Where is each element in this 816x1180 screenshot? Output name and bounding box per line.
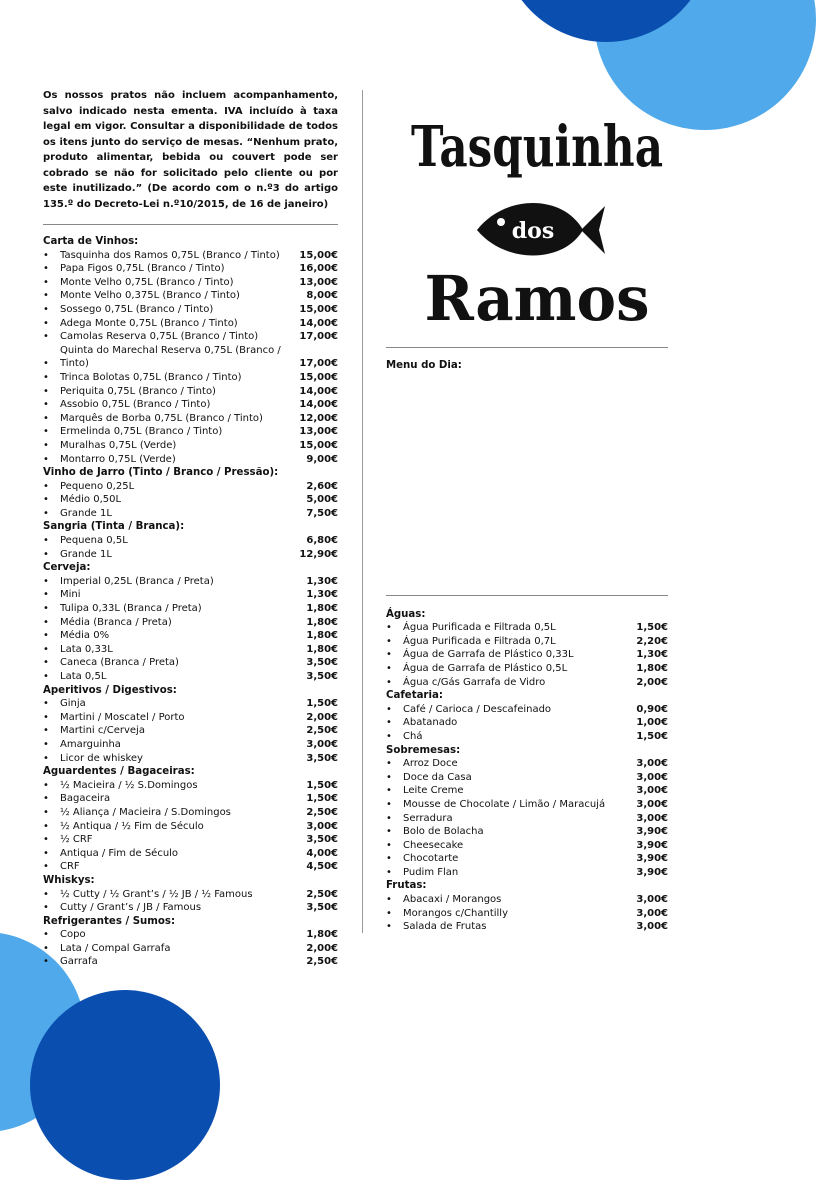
bullet-icon: • bbox=[43, 806, 49, 818]
menu-item-row bbox=[43, 507, 338, 521]
bullet-icon: • bbox=[43, 303, 49, 315]
menu-do-dia-area bbox=[386, 373, 668, 595]
menu-item-row bbox=[43, 656, 338, 670]
item-price: 7,50€ bbox=[306, 507, 338, 519]
bullet-icon: • bbox=[43, 956, 49, 968]
item-name: Quinta do Marechal Reserva 0,75L (Branco / Tinto) bbox=[60, 344, 281, 370]
bullet-icon: • bbox=[43, 385, 49, 397]
item-price: 14,00€ bbox=[299, 317, 338, 329]
item-name: Muralhas 0,75L (Verde) bbox=[60, 439, 177, 451]
bullet-icon: • bbox=[43, 263, 49, 275]
item-price: 5,00€ bbox=[306, 494, 338, 506]
item-name: ½ Aliança / Macieira / S.Domingos bbox=[60, 806, 231, 818]
restaurant-logo bbox=[405, 98, 670, 335]
item-price: 2,50€ bbox=[306, 806, 338, 818]
bullet-icon: • bbox=[386, 635, 392, 647]
bullet-icon: • bbox=[386, 758, 392, 770]
logo-text-tasquinha: Tasquinha bbox=[411, 114, 663, 180]
bullet-icon: • bbox=[43, 589, 49, 601]
item-price: 1,30€ bbox=[306, 575, 338, 587]
section-title: Aperitivos / Digestivos: bbox=[43, 684, 177, 696]
menu-item-row bbox=[386, 784, 668, 798]
item-price: 17,00€ bbox=[299, 358, 338, 370]
item-name: Martini c/Cerveja bbox=[60, 725, 145, 737]
bullet-icon: • bbox=[43, 371, 49, 383]
bullet-icon: • bbox=[43, 902, 49, 914]
menu-item-row bbox=[43, 575, 338, 589]
item-price: 12,90€ bbox=[299, 548, 338, 560]
item-name: Água de Garrafa de Plástico 0,33L bbox=[403, 649, 574, 661]
bullet-icon: • bbox=[43, 616, 49, 628]
menu-item-row bbox=[43, 330, 338, 344]
item-price: 15,00€ bbox=[299, 439, 338, 451]
bullet-icon: • bbox=[386, 853, 392, 865]
bullet-icon: • bbox=[386, 662, 392, 674]
item-name: Café / Carioca / Descafeinado bbox=[403, 703, 552, 715]
item-price: 1,80€ bbox=[306, 603, 338, 615]
bullet-icon: • bbox=[43, 575, 49, 587]
item-price: 3,00€ bbox=[636, 758, 668, 770]
bullet-icon: • bbox=[43, 752, 49, 764]
item-price: 3,00€ bbox=[636, 921, 668, 933]
item-price: 12,00€ bbox=[299, 412, 338, 424]
menu-item-row bbox=[386, 662, 668, 676]
item-name: ½ Macieira / ½ S.Domingos bbox=[60, 779, 198, 791]
menu-item-row bbox=[43, 548, 338, 562]
item-name: Doce da Casa bbox=[403, 771, 472, 783]
item-name: Bagaceira bbox=[60, 793, 111, 805]
item-name: Grande 1L bbox=[60, 507, 112, 519]
bullet-icon: • bbox=[43, 698, 49, 710]
item-name: Tulipa 0,33L (Branca / Preta) bbox=[60, 603, 202, 615]
menu-item-row bbox=[43, 860, 338, 874]
item-name: Caneca (Branca / Preta) bbox=[60, 657, 179, 669]
item-price: 3,00€ bbox=[636, 812, 668, 824]
section-title: Sangria (Tinta / Branca): bbox=[43, 521, 185, 533]
menu-item-row bbox=[43, 820, 338, 834]
item-name: Ginja bbox=[60, 698, 86, 710]
item-name: Água c/Gás Garrafa de Vidro bbox=[403, 676, 546, 688]
bullet-icon: • bbox=[386, 894, 392, 906]
item-name: Salada de Frutas bbox=[403, 921, 487, 933]
item-name: Grande 1L bbox=[60, 548, 112, 560]
item-name: Água de Garrafa de Plástico 0,5L bbox=[403, 662, 568, 674]
bullet-icon: • bbox=[43, 317, 49, 329]
bullet-icon: • bbox=[43, 276, 49, 288]
item-price: 3,50€ bbox=[306, 902, 338, 914]
intro-notice: Os nossos pratos não incluem acompanhamento, salvo indicado nesta ementa. IVA incluído à taxa legal em vigor. Consultar a disponibilidade de todos os itens junto do serviço de mesas. “Nenhum prato, produto alimentar, bebida ou couvert pode ser cobrado se não for solicitado pelo cliente ou por este inutilizado.” (De acordo com o n.º3 do artigo 135.º do Decreto-Lei n.º10/2015, de 16 de janeiro) bbox=[43, 90, 338, 210]
item-price: 3,00€ bbox=[636, 771, 668, 783]
item-name: Papa Figos 0,75L (Branco / Tinto) bbox=[60, 263, 225, 275]
drinks-menu-list bbox=[43, 235, 338, 969]
item-price: 3,90€ bbox=[636, 826, 668, 838]
menu-item-row bbox=[43, 371, 338, 385]
item-name: Leite Creme bbox=[403, 785, 464, 797]
item-price: 3,00€ bbox=[306, 738, 338, 750]
item-name: Monte Velho 0,375L (Branco / Tinto) bbox=[60, 290, 240, 302]
menu-item-row bbox=[43, 602, 338, 616]
item-name: Bolo de Bolacha bbox=[403, 826, 484, 838]
bullet-icon: • bbox=[43, 657, 49, 669]
item-name: Lata 0,5L bbox=[60, 671, 107, 682]
item-price: 15,00€ bbox=[299, 303, 338, 315]
bullet-icon: • bbox=[43, 331, 49, 343]
item-price: 13,00€ bbox=[299, 276, 338, 288]
item-price: 1,50€ bbox=[306, 793, 338, 805]
menu-item-row bbox=[386, 839, 668, 853]
item-name: Monte Velho 0,75L (Branco / Tinto) bbox=[60, 276, 234, 288]
menu-item-row bbox=[386, 730, 668, 744]
menu-item-row bbox=[386, 893, 668, 907]
item-name: Periquita 0,75L (Branco / Tinto) bbox=[60, 385, 216, 397]
item-name: Ermelinda 0,75L (Branco / Tinto) bbox=[60, 426, 223, 438]
menu-dia-bottom-rule bbox=[386, 595, 668, 596]
bullet-icon: • bbox=[386, 812, 392, 824]
item-price: 1,80€ bbox=[306, 616, 338, 628]
item-price: 2,00€ bbox=[636, 676, 668, 688]
menu-item-row bbox=[43, 303, 338, 317]
bullet-icon: • bbox=[43, 793, 49, 805]
bullet-icon: • bbox=[43, 249, 49, 261]
bullet-icon: • bbox=[386, 622, 392, 634]
item-price: 15,00€ bbox=[299, 249, 338, 261]
item-price: 2,50€ bbox=[306, 888, 338, 900]
bullet-icon: • bbox=[386, 771, 392, 783]
menu-item-row bbox=[43, 276, 338, 290]
bullet-icon: • bbox=[386, 730, 392, 742]
logo-text-ramos: Ramos bbox=[424, 262, 650, 335]
menu-item-row bbox=[43, 344, 338, 371]
item-name: Pudim Flan bbox=[403, 866, 459, 878]
bullet-icon: • bbox=[386, 907, 392, 919]
section-title: Frutas: bbox=[386, 880, 427, 892]
item-price: 2,60€ bbox=[306, 480, 338, 492]
bullet-icon: • bbox=[43, 738, 49, 750]
corner-circle-dark-bottom bbox=[30, 990, 220, 1180]
bullet-icon: • bbox=[386, 703, 392, 715]
item-price: 3,90€ bbox=[636, 853, 668, 865]
menu-item-row bbox=[43, 534, 338, 548]
menu-item-row bbox=[43, 385, 338, 399]
item-price: 3,00€ bbox=[636, 785, 668, 797]
bullet-icon: • bbox=[43, 426, 49, 438]
item-price: 3,00€ bbox=[636, 894, 668, 906]
menu-item-row bbox=[386, 771, 668, 785]
item-name: Copo bbox=[60, 929, 86, 941]
item-price: 6,80€ bbox=[306, 535, 338, 547]
item-name: Cheesecake bbox=[403, 839, 464, 851]
item-name: ½ Antiqua / ½ Fim de Século bbox=[60, 820, 204, 832]
bullet-icon: • bbox=[43, 603, 49, 615]
menu-item-row bbox=[386, 676, 668, 690]
section-title: Cafetaria: bbox=[386, 690, 443, 702]
section-title: Cerveja: bbox=[43, 562, 91, 574]
menu-item-row bbox=[386, 798, 668, 812]
item-price: 4,00€ bbox=[306, 847, 338, 859]
menu-item-row bbox=[386, 920, 668, 934]
bullet-icon: • bbox=[386, 921, 392, 933]
item-name: Lata / Compal Garrafa bbox=[60, 942, 171, 954]
menu-item-row bbox=[43, 888, 338, 902]
menu-item-row bbox=[43, 453, 338, 467]
item-name: Marquês de Borba 0,75L (Branco / Tinto) bbox=[60, 412, 263, 424]
bullet-icon: • bbox=[43, 630, 49, 642]
bullet-icon: • bbox=[43, 725, 49, 737]
item-name: Trinca Bolotas 0,75L (Branco / Tinto) bbox=[60, 371, 242, 383]
bullet-icon: • bbox=[43, 439, 49, 451]
item-price: 1,50€ bbox=[306, 698, 338, 710]
item-price: 3,90€ bbox=[636, 866, 668, 878]
item-price: 3,50€ bbox=[306, 657, 338, 669]
item-price: 3,00€ bbox=[636, 907, 668, 919]
item-name: Licor de whiskey bbox=[60, 752, 143, 764]
menu-item-row bbox=[43, 711, 338, 725]
menu-dia-top-rule bbox=[386, 347, 668, 348]
menu-item-row bbox=[43, 398, 338, 412]
item-name: Montarro 0,75L (Verde) bbox=[60, 453, 176, 465]
menu-item-row bbox=[43, 942, 338, 956]
menu-item-row bbox=[43, 412, 338, 426]
left-column bbox=[43, 88, 338, 969]
section-title: Vinho de Jarro (Tinto / Branco / Pressão): bbox=[43, 467, 279, 479]
bullet-icon: • bbox=[43, 548, 49, 560]
item-name: Antiqua / Fim de Século bbox=[60, 847, 179, 859]
menu-item-row bbox=[43, 439, 338, 453]
column-divider bbox=[362, 90, 363, 933]
item-price: 16,00€ bbox=[299, 263, 338, 275]
item-price: 1,80€ bbox=[306, 630, 338, 642]
item-name: Amarguinha bbox=[60, 738, 121, 750]
bullet-icon: • bbox=[43, 711, 49, 723]
item-price: 2,50€ bbox=[306, 725, 338, 737]
intro-divider bbox=[43, 224, 338, 225]
item-price: 3,50€ bbox=[306, 671, 338, 682]
item-price: 9,00€ bbox=[306, 453, 338, 465]
item-name: Arroz Doce bbox=[403, 758, 458, 770]
menu-item-row bbox=[43, 289, 338, 303]
bullet-icon: • bbox=[43, 399, 49, 411]
menu-item-row bbox=[43, 724, 338, 738]
menu-item-row bbox=[43, 249, 338, 263]
menu-item-row bbox=[386, 812, 668, 826]
menu-item-row bbox=[386, 757, 668, 771]
item-name: Abacaxi / Morangos bbox=[403, 894, 502, 906]
menu-item-row bbox=[43, 901, 338, 915]
menu-item-row bbox=[43, 425, 338, 439]
item-price: 3,50€ bbox=[306, 834, 338, 846]
menu-item-row bbox=[43, 480, 338, 494]
item-price: 3,50€ bbox=[306, 752, 338, 764]
bullet-icon: • bbox=[43, 779, 49, 791]
item-price: 4,50€ bbox=[306, 861, 338, 873]
menu-item-row bbox=[386, 907, 668, 921]
item-name: Cutty / Grant’s / JB / Famous bbox=[60, 902, 202, 914]
menu-item-row bbox=[43, 697, 338, 711]
item-price: 0,90€ bbox=[636, 703, 668, 715]
item-name: Média 0% bbox=[60, 630, 110, 642]
menu-item-row bbox=[386, 621, 668, 635]
section-title: Carta de Vinhos: bbox=[43, 236, 139, 247]
menu-item-row bbox=[43, 493, 338, 507]
menu-item-row bbox=[43, 629, 338, 643]
item-name: ½ CRF bbox=[60, 834, 93, 846]
item-name: Média (Branca / Preta) bbox=[60, 616, 172, 628]
bullet-icon: • bbox=[386, 839, 392, 851]
menu-item-row bbox=[43, 806, 338, 820]
section-title: Refrigerantes / Sumos: bbox=[43, 915, 176, 927]
item-name: Médio 0,50L bbox=[60, 494, 122, 506]
item-price: 2,20€ bbox=[636, 635, 668, 647]
item-price: 8,00€ bbox=[306, 290, 338, 302]
bullet-icon: • bbox=[43, 847, 49, 859]
extras-menu-list bbox=[386, 608, 668, 934]
menu-item-row bbox=[43, 847, 338, 861]
item-name: Abatanado bbox=[403, 717, 458, 729]
item-name: Tasquinha dos Ramos 0,75L (Branco / Tinto) bbox=[60, 249, 280, 261]
item-price: 14,00€ bbox=[299, 385, 338, 397]
bullet-icon: • bbox=[43, 942, 49, 954]
item-name: Mousse de Chocolate / Limão / Maracujá bbox=[403, 798, 606, 810]
menu-item-row bbox=[43, 616, 338, 630]
menu-item-row bbox=[43, 752, 338, 766]
item-name: Chocotarte bbox=[403, 853, 459, 865]
item-name: Pequeno 0,25L bbox=[60, 480, 135, 492]
bullet-icon: • bbox=[386, 649, 392, 661]
item-name: Morangos c/Chantilly bbox=[403, 907, 509, 919]
item-price: 3,90€ bbox=[636, 839, 668, 851]
bullet-icon: • bbox=[43, 888, 49, 900]
item-name: ½ Cutty / ½ Grant’s / ½ JB / ½ Famous bbox=[60, 888, 253, 900]
bullet-icon: • bbox=[386, 676, 392, 688]
item-name: Imperial 0,25L (Branca / Preta) bbox=[60, 575, 214, 587]
section-title: Aguardentes / Bagaceiras: bbox=[43, 766, 195, 778]
item-price: 2,50€ bbox=[306, 956, 338, 968]
menu-item-row bbox=[386, 852, 668, 866]
item-price: 1,80€ bbox=[306, 929, 338, 941]
item-price: 2,00€ bbox=[306, 711, 338, 723]
item-name: Garrafa bbox=[60, 956, 98, 968]
bullet-icon: • bbox=[43, 643, 49, 655]
item-price: 2,00€ bbox=[306, 942, 338, 954]
item-price: 1,50€ bbox=[306, 779, 338, 791]
bullet-icon: • bbox=[43, 507, 49, 519]
bullet-icon: • bbox=[43, 412, 49, 424]
item-price: 3,00€ bbox=[636, 798, 668, 810]
bullet-icon: • bbox=[43, 358, 49, 370]
item-name: Água Purificada e Filtrada 0,7L bbox=[403, 635, 556, 647]
menu-item-row bbox=[43, 955, 338, 969]
bullet-icon: • bbox=[386, 785, 392, 797]
item-name: CRF bbox=[60, 861, 80, 873]
item-name: Assobio 0,75L (Branco / Tinto) bbox=[60, 399, 211, 411]
bullet-icon: • bbox=[43, 820, 49, 832]
bullet-icon: • bbox=[386, 717, 392, 729]
menu-item-row bbox=[43, 317, 338, 331]
item-price: 1,30€ bbox=[306, 589, 338, 601]
right-column bbox=[386, 347, 668, 934]
menu-item-row bbox=[43, 262, 338, 276]
item-name: Serradura bbox=[403, 812, 453, 824]
item-price: 15,00€ bbox=[299, 371, 338, 383]
bullet-icon: • bbox=[43, 290, 49, 302]
bullet-icon: • bbox=[386, 826, 392, 838]
menu-item-row bbox=[43, 588, 338, 602]
bullet-icon: • bbox=[43, 480, 49, 492]
item-price: 1,80€ bbox=[636, 662, 668, 674]
menu-item-row bbox=[43, 738, 338, 752]
menu-item-row bbox=[43, 670, 338, 684]
item-name: Martini / Moscatel / Porto bbox=[60, 711, 185, 723]
section-title: Águas: bbox=[386, 608, 426, 620]
item-price: 17,00€ bbox=[299, 331, 338, 343]
logo-text-dos: dos bbox=[511, 218, 555, 244]
item-price: 1,50€ bbox=[636, 730, 668, 742]
menu-item-row bbox=[43, 833, 338, 847]
menu-item-row bbox=[386, 866, 668, 880]
item-price: 1,00€ bbox=[636, 717, 668, 729]
menu-item-row bbox=[386, 825, 668, 839]
menu-item-row bbox=[386, 716, 668, 730]
item-name: Camolas Reserva 0,75L (Branco / Tinto) bbox=[60, 331, 259, 343]
item-price: 13,00€ bbox=[299, 426, 338, 438]
menu-item-row bbox=[43, 792, 338, 806]
bullet-icon: • bbox=[43, 453, 49, 465]
menu-item-row bbox=[386, 648, 668, 662]
bullet-icon: • bbox=[43, 834, 49, 846]
item-name: Mini bbox=[60, 589, 81, 601]
menu-item-row bbox=[386, 703, 668, 717]
bullet-icon: • bbox=[43, 494, 49, 506]
menu-do-dia-label: Menu do Dia: bbox=[386, 360, 462, 371]
item-name: Adega Monte 0,75L (Branco / Tinto) bbox=[60, 317, 238, 329]
bullet-icon: • bbox=[43, 929, 49, 941]
menu-item-row bbox=[43, 643, 338, 657]
bullet-icon: • bbox=[386, 798, 392, 810]
item-price: 1,80€ bbox=[306, 643, 338, 655]
bullet-icon: • bbox=[43, 861, 49, 873]
menu-item-row bbox=[386, 635, 668, 649]
menu-item-row bbox=[43, 928, 338, 942]
section-title: Whiskys: bbox=[43, 874, 95, 886]
bullet-icon: • bbox=[386, 866, 392, 878]
item-price: 1,30€ bbox=[636, 649, 668, 661]
section-title: Sobremesas: bbox=[386, 744, 461, 756]
bullet-icon: • bbox=[43, 535, 49, 547]
item-name: Pequena 0,5L bbox=[60, 535, 128, 547]
item-price: 14,00€ bbox=[299, 399, 338, 411]
item-price: 1,50€ bbox=[636, 622, 668, 634]
menu-item-row bbox=[43, 779, 338, 793]
item-name: Sossego 0,75L (Branco / Tinto) bbox=[60, 303, 214, 315]
item-name: Chá bbox=[403, 730, 423, 742]
item-name: Lata 0,33L bbox=[60, 643, 113, 655]
item-name: Água Purificada e Filtrada 0,5L bbox=[403, 622, 556, 634]
bullet-icon: • bbox=[43, 671, 49, 682]
item-price: 3,00€ bbox=[306, 820, 338, 832]
